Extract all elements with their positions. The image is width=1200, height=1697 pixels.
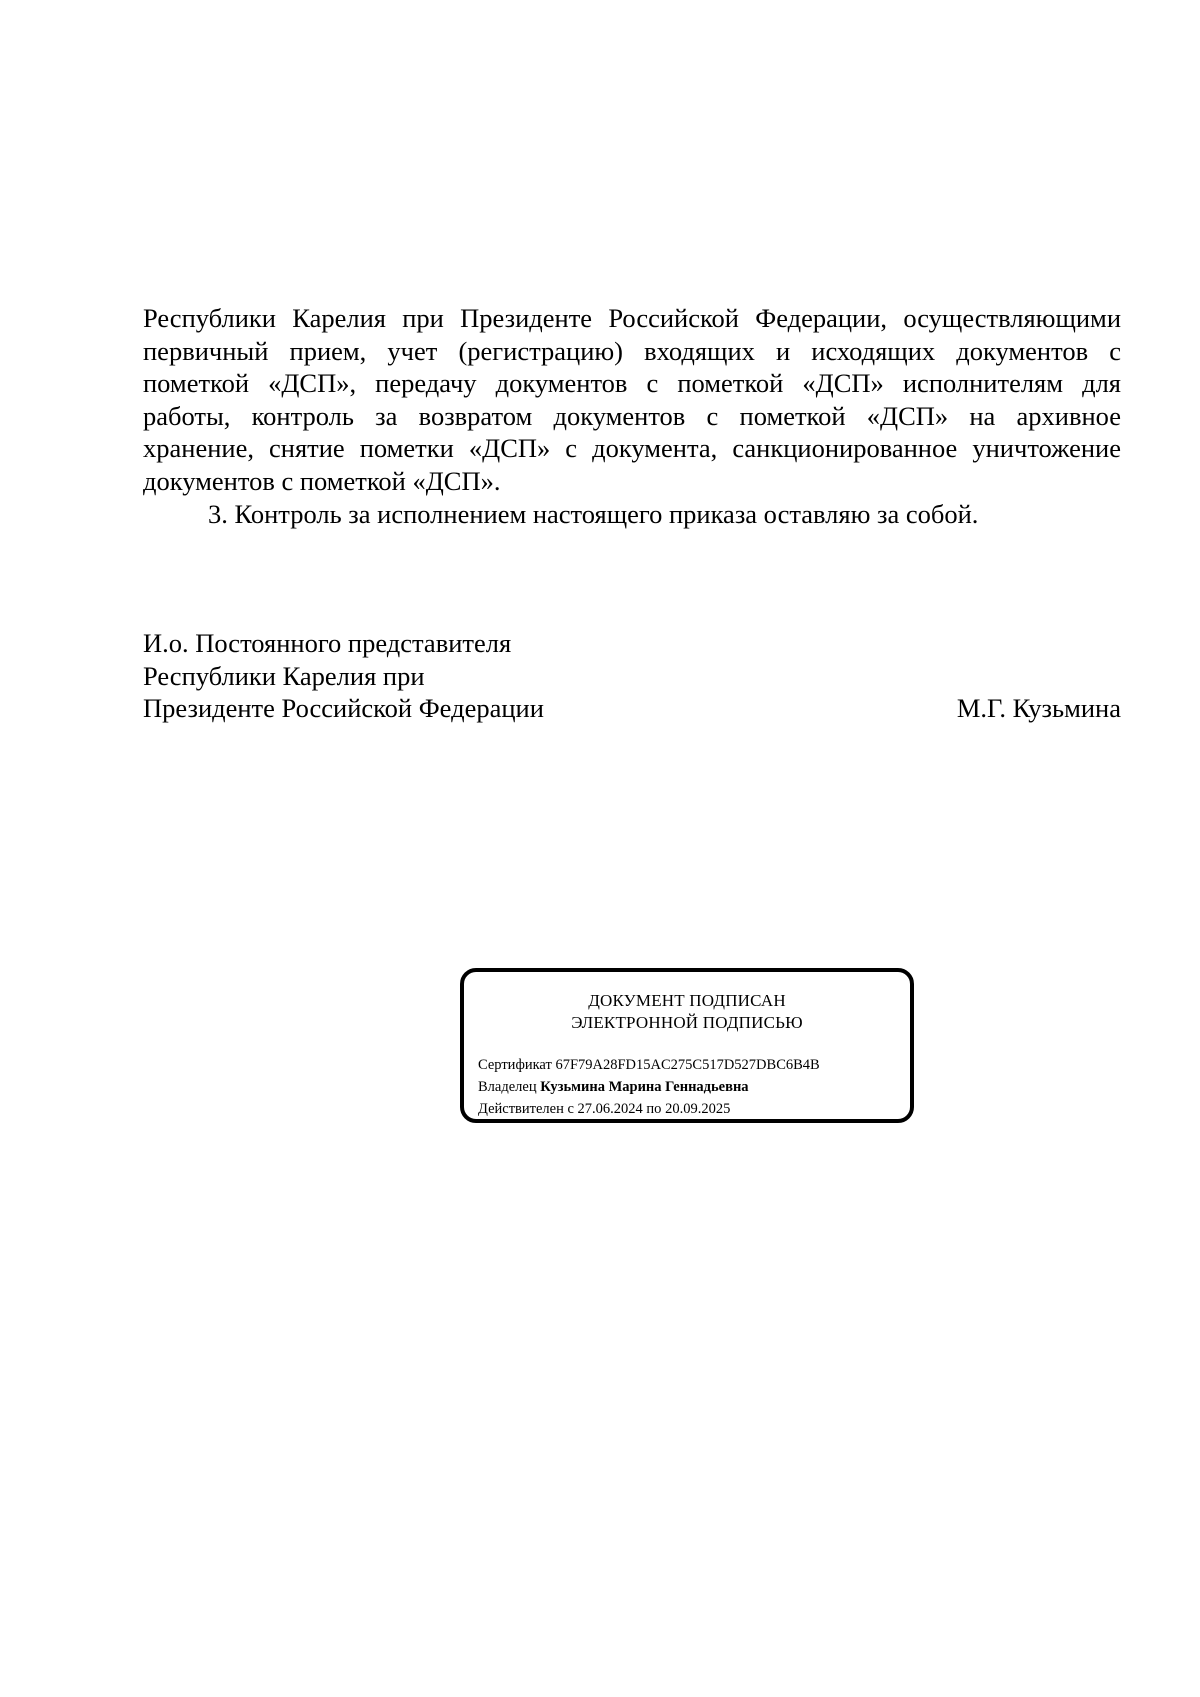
certificate-label: Сертификат (478, 1057, 552, 1073)
signer-position-line-1: И.о. Постоянного представителя (143, 628, 512, 658)
paragraph-line: пометкой «ДСП», передачу документов с пометкой «ДСП» исполнителям для (143, 368, 1121, 399)
signer-position-line-3: Президенте Российской Федерации (143, 693, 544, 724)
paragraph-line: работы, контроль за возвратом документов с пометкой «ДСП» на архивное (143, 400, 1121, 431)
owner-label: Владелец (478, 1079, 537, 1095)
signer-name: М.Г. Кузьмина (956, 693, 1121, 724)
owner-value: Кузьмина Марина Геннадьевна (540, 1079, 749, 1095)
certificate-value: 67F79A28FD15AC275C517D527DBC6B4B (555, 1057, 820, 1073)
valid-to-label: по (646, 1101, 662, 1117)
signer-position-line-2: Республики Карелия при (143, 660, 425, 691)
valid-from: 27.06.2024 (577, 1101, 643, 1117)
signature-block (143, 627, 1121, 725)
point-3: 3. Контроль за исполнением настоящего приказа оставляю за собой. (208, 498, 979, 529)
stamp-title-line-1: ДОКУМЕНТ ПОДПИСАН (588, 991, 786, 1010)
stamp-validity-row (478, 1098, 820, 1120)
electronic-signature-stamp (460, 968, 914, 1123)
body-text (143, 302, 1121, 530)
valid-label: Действителен с (478, 1101, 574, 1117)
signer-row (143, 692, 1121, 725)
stamp-title (464, 990, 910, 1034)
paragraph-line: Республики Карелия при Президенте Российской Федерации, осуществляющими (143, 303, 1121, 333)
stamp-certificate-row (478, 1054, 820, 1076)
paragraph-line: хранение, снятие пометки «ДСП» с документа, санкционированное уничтожение (143, 433, 1121, 464)
paragraph-last-line: документов с пометкой «ДСП». (143, 465, 501, 496)
paragraph-line: первичный прием, учет (регистрацию) входящих и исходящих документов с (143, 335, 1121, 366)
stamp-details (478, 1054, 820, 1120)
stamp-owner-row (478, 1076, 820, 1098)
stamp-title-line-2: ЭЛЕКТРОННОЙ ПОДПИСЬЮ (571, 1013, 803, 1032)
valid-to: 20.09.2025 (665, 1101, 731, 1117)
